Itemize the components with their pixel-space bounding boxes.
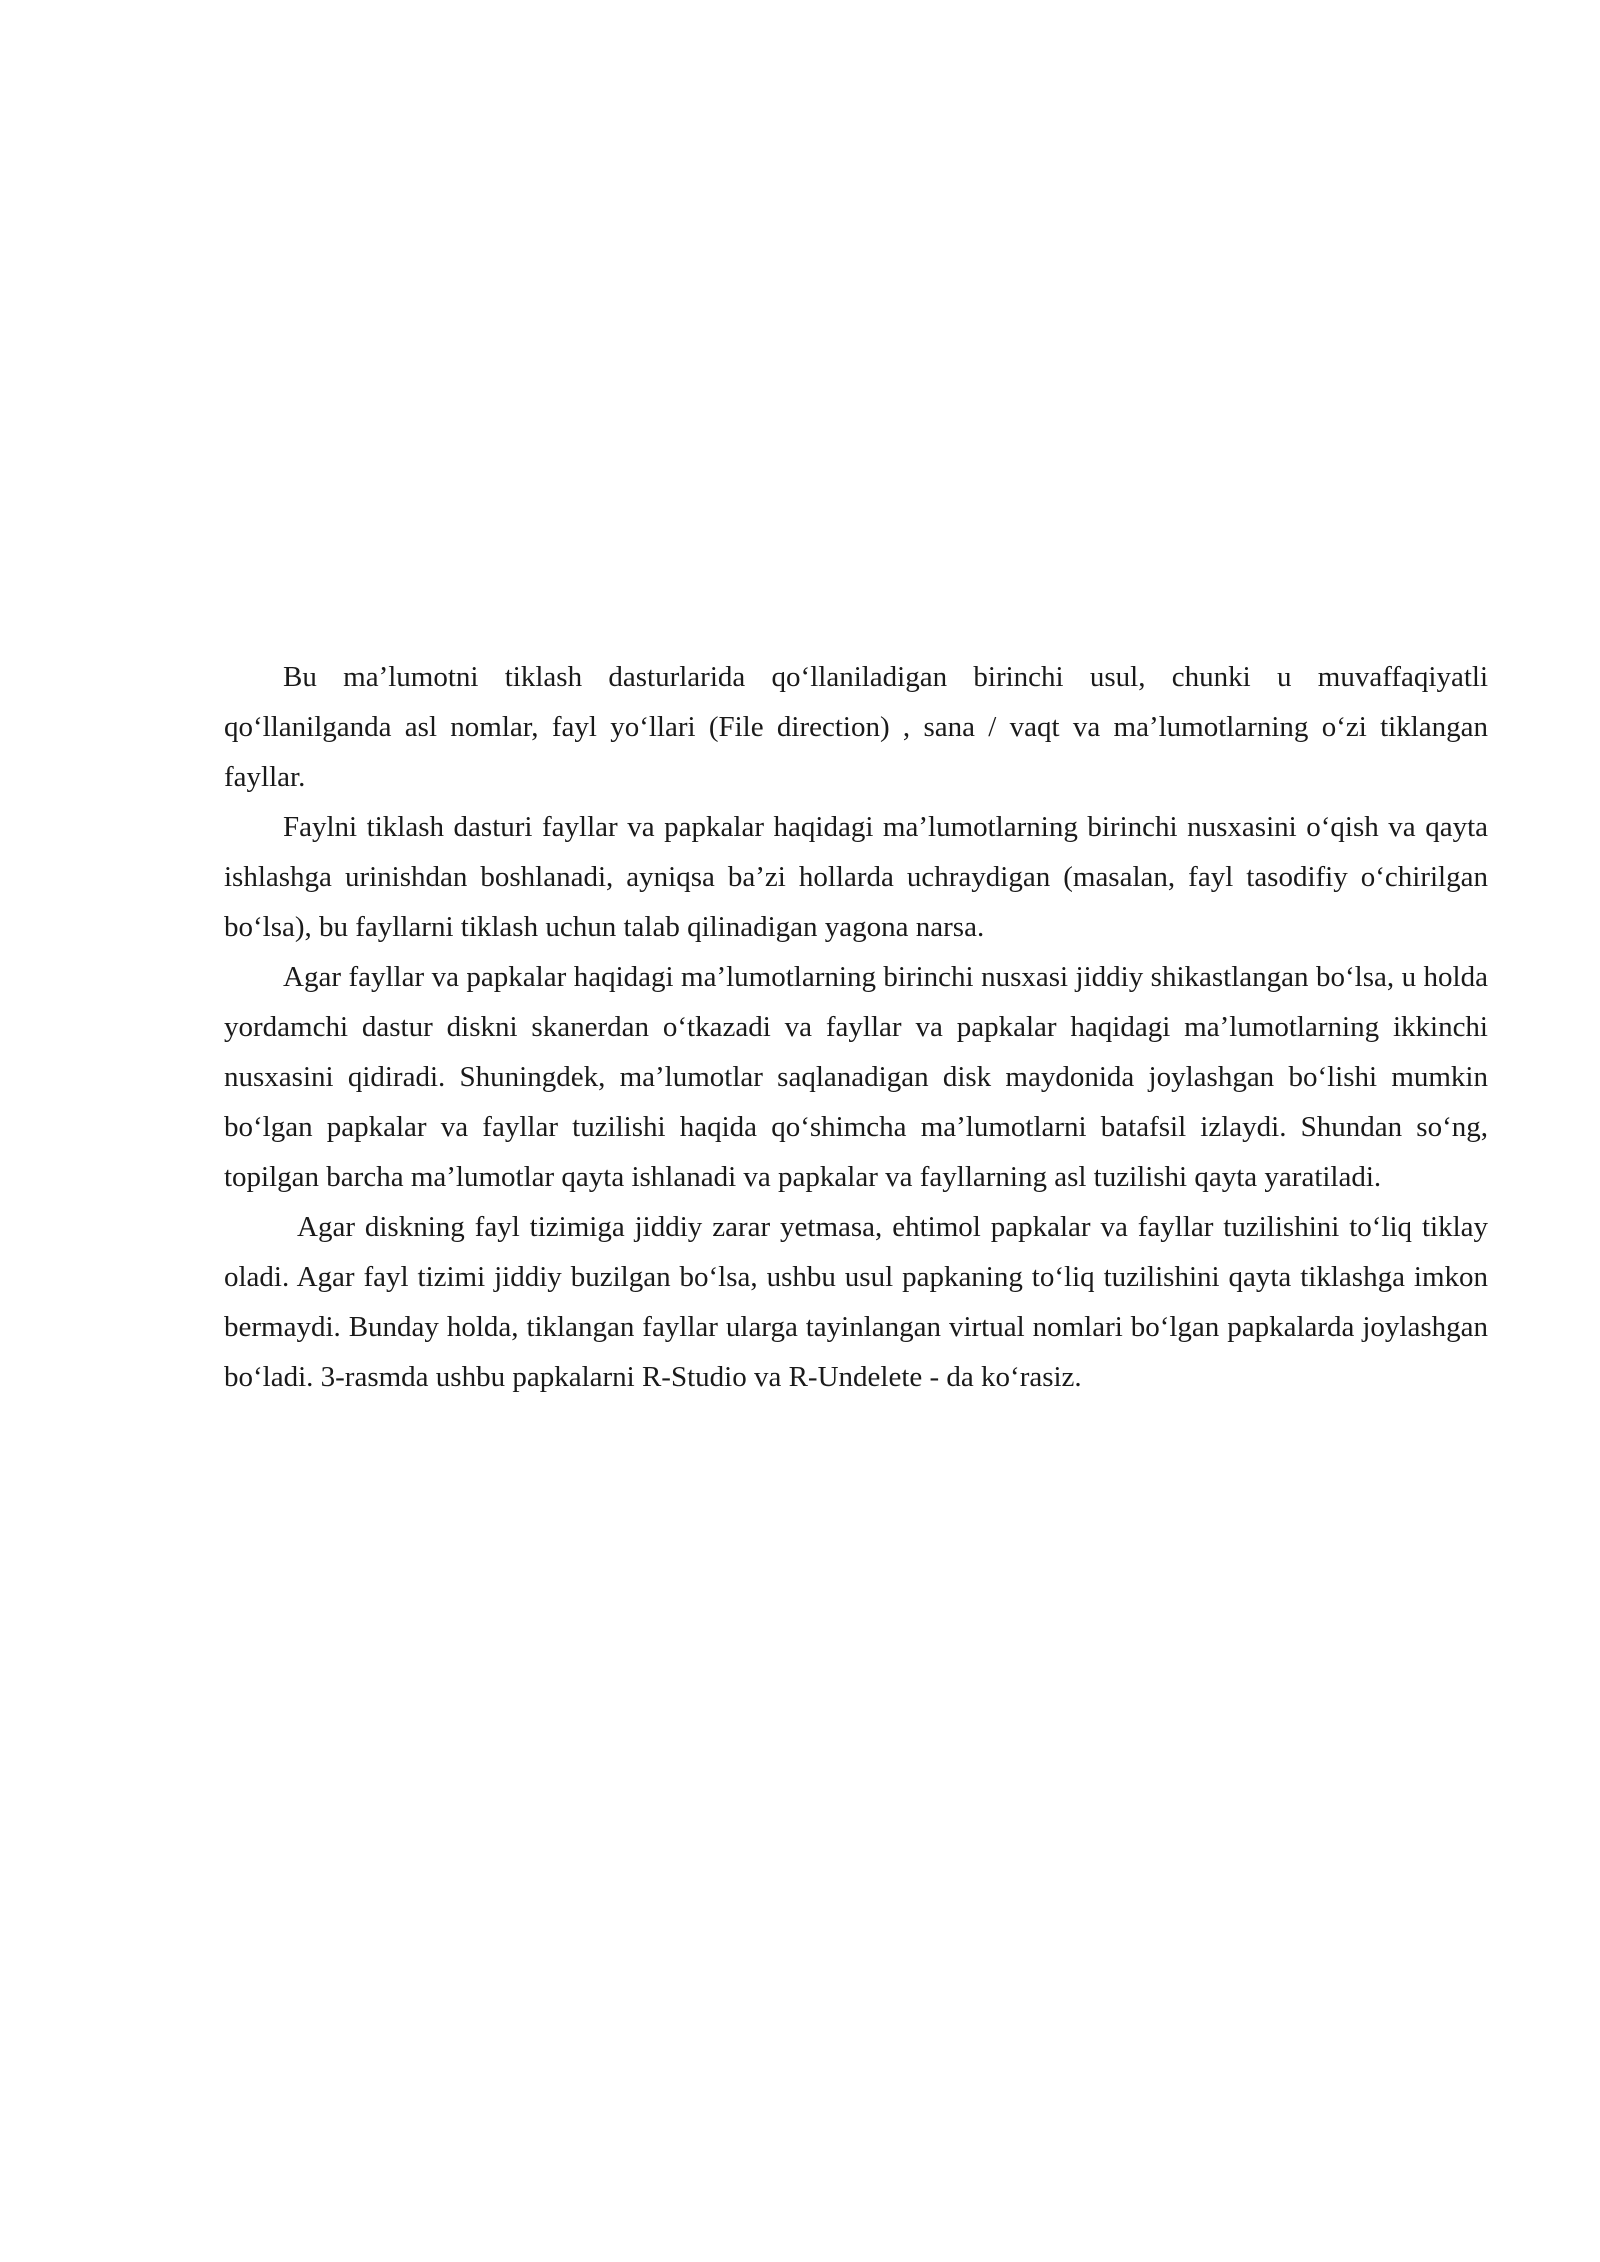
paragraph-2: Faylni tiklash dasturi fayllar va papkalar haqidagi ma’lumotlarning birinchi nusxasini o‘qish va qayta ishlashga urinishdan boshlanadi, ayniqsa ba’zi hollarda uchraydigan (masalan, fayl tasodifiy o‘chirilgan bo‘lsa), bu fayllarni tiklash uchun talab qilinadigan yagona narsa.	[224, 811, 1488, 943]
paragraph-3: Agar fayllar va papkalar haqidagi ma’lumotlarning birinchi nusxasi jiddiy shikastlangan bo‘lsa, u holda yordamchi dastur diskni skanerdan o‘tkazadi va fayllar va papkalar haqidagi ma’lumotlarning ikkinchi nusxasini qidiradi. Shuningdek, ma’lumotlar saqlanadigan disk maydonida joylashgan bo‘lishi mumkin bo‘lgan papkalar va fayllar tuzilishi haqida qo‘shimcha ma’lumotlarni batafsil izlaydi. Shundan so‘ng, topilgan barcha ma’lumotlar qayta ishlanadi va papkalar va fayllarning asl tuzilishi qayta yaratiladi.	[224, 961, 1488, 1193]
body-text	[224, 652, 1488, 1402]
paragraph-1: Bu ma’lumotni tiklash dasturlarida qo‘llaniladigan birinchi usul, chunki u muvaffaqiyatli qo‘llanilganda asl nomlar, fayl yo‘llari (File direction) , sana / vaqt va ma’lumotlarning o‘zi tiklangan fayllar.	[224, 661, 1488, 793]
paragraph-4: Agar diskning fayl tizimiga jiddiy zarar yetmasa, ehtimol papkalar va fayllar tuzilishini to‘liq tiklay oladi. Agar fayl tizimi jiddiy buzilgan bo‘lsa, ushbu usul papkaning to‘liq tuzilishini qayta tiklashga imkon bermaydi. Bunday holda, tiklangan fayllar ularga tayinlangan virtual nomlari bo‘lgan papkalarda joylashgan bo‘ladi. 3-rasmda ushbu papkalarni R-Studio va R-Undelete - da ko‘rasiz.	[224, 1211, 1488, 1393]
